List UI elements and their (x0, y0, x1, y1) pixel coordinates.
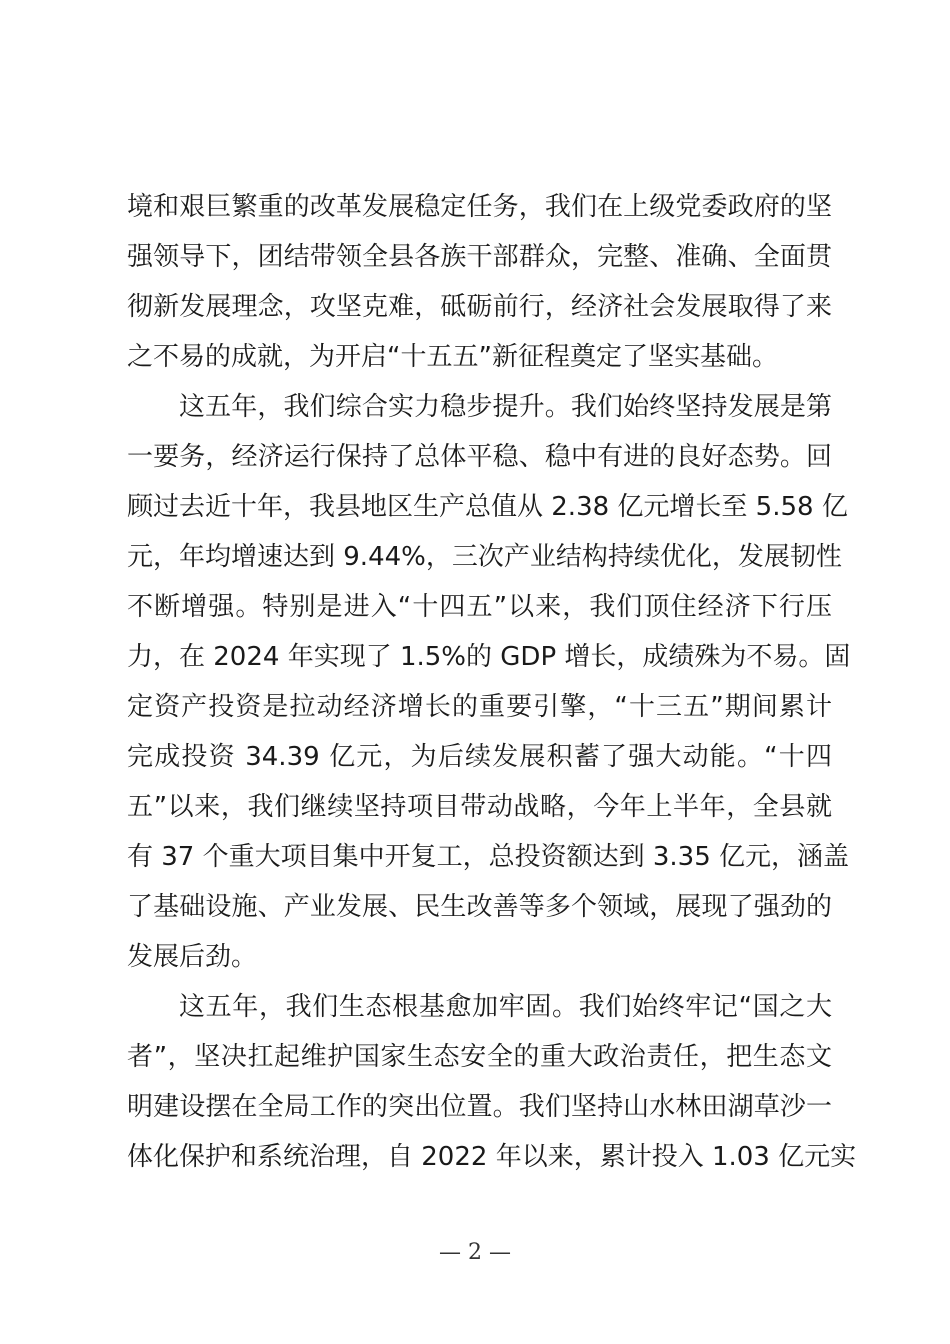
text-line: 者”，坚决扛起维护国家生态安全的重大政治责任，把生态文 (127, 1042, 832, 1072)
text-line: 定资产投资是拉动经济增长的重要引擎，“十三五”期间累计 (127, 692, 832, 722)
page-number: — 2 — (439, 1240, 511, 1265)
text-line: 一要务，经济运行保持了总体平稳、稳中有进的良好态势。回 (127, 442, 832, 472)
text-line: 之不易的成就，为开启“十五五”新征程奠定了坚实基础。 (127, 342, 778, 372)
text-line: 有 37 个重大项目集中开复工，总投资额达到 3.35 亿元，涵盖 (127, 842, 850, 872)
text-line: 五”以来，我们继续坚持项目带动战略，今年上半年，全县就 (127, 792, 832, 822)
paragraph-1 (127, 182, 832, 382)
text-line: 发展后劲。 (127, 942, 258, 972)
text-line: 这五年，我们综合实力稳步提升。我们始终坚持发展是第 (179, 392, 832, 422)
text-line: 体化保护和系统治理，自 2022 年以来，累计投入 1.03 亿元实 (127, 1142, 857, 1172)
text-line: 强领导下，团结带领全县各族干部群众，完整、准确、全面贯 (127, 242, 832, 272)
text-line: 彻新发展理念，攻坚克难，砥砺前行，经济社会发展取得了来 (127, 292, 832, 322)
text-line: 了基础设施、产业发展、民生改善等多个领域，展现了强劲的 (127, 892, 832, 922)
text-line: 这五年，我们生态根基愈加牢固。我们始终牢记“国之大 (179, 992, 832, 1022)
text-line: 不断增强。特别是进入“十四五”以来，我们顶住经济下行压 (127, 592, 832, 622)
text-line: 元，年均增速达到 9.44%，三次产业结构持续优化，发展韧性 (127, 542, 842, 572)
paragraph-3 (127, 982, 857, 1182)
text-line: 顾过去近十年，我县地区生产总值从 2.38 亿元增长至 5.58 亿 (127, 492, 848, 522)
paragraph-2 (127, 382, 851, 982)
text-line: 完成投资 34.39 亿元，为后续发展积蓄了强大动能。“十四 (127, 742, 832, 772)
text-line: 境和艰巨繁重的改革发展稳定任务，我们在上级党委政府的坚 (127, 192, 832, 222)
text-line: 力，在 2024 年实现了 1.5%的 GDP 增长，成绩殊为不易。固 (127, 642, 851, 672)
text-line: 明建设摆在全局工作的突出位置。我们坚持山水林田湖草沙一 (127, 1092, 832, 1122)
body-text (127, 182, 857, 1182)
